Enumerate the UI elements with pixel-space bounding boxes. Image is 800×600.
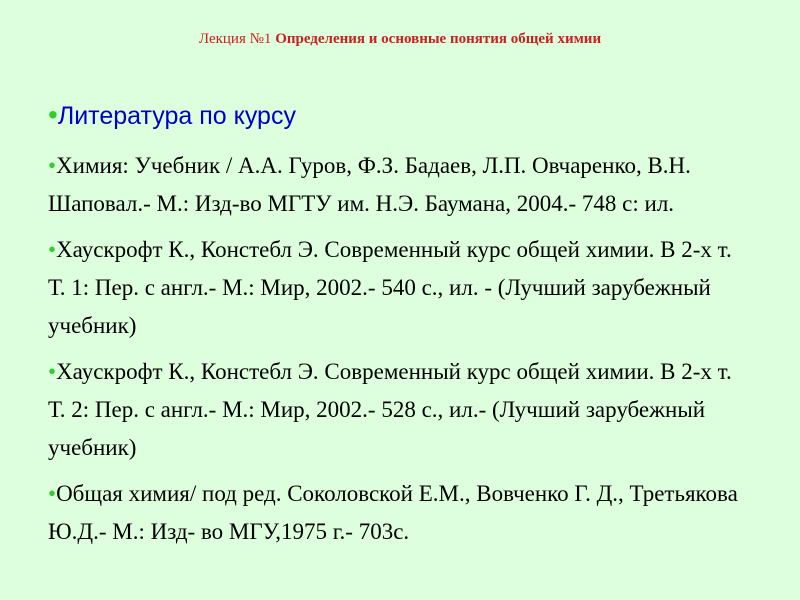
- bullet-icon: •: [48, 153, 57, 178]
- reference-text: Хаускрофт К., Констебл Э. Современный курс общей химии. В 2-х т. Т. 2: Пер. с англ.- М.: Мир, 2002.- 528 с., ил.- (Лучший зарубежный учебник): [48, 359, 732, 460]
- reference-text: Химия: Учебник / А.А. Гуров, Ф.З. Бадаев, Л.П. Овчаренко, В.Н. Шаповал.- М.: Изд-во МГТУ им. Н.Э. Баумана, 2004.- 748 с: ил.: [48, 153, 691, 216]
- bullet-icon: •: [48, 237, 57, 262]
- section-heading: [48, 98, 748, 133]
- lecture-number: Лекция №1: [198, 31, 272, 47]
- lecture-topic: Определения и основные понятия общей химии: [275, 31, 602, 47]
- reference-text: Хаускрофт К., Констебл Э. Современный курс общей химии. В 2-х т. Т. 1: Пер. с англ.- М.: Мир, 2002.- 540 с., ил. - (Лучший зарубежный учебник): [48, 237, 732, 338]
- reference-item: [48, 475, 748, 551]
- reference-item: [48, 353, 748, 467]
- reference-text: Общая химия/ под ред. Соколовской Е.М., Вовченко Г. Д., Третьякова Ю.Д.- М.: Изд- во МГУ,1975 г.- 703с.: [48, 481, 738, 544]
- bullet-icon: •: [48, 481, 57, 506]
- bullet-icon: •: [48, 99, 58, 130]
- reference-item: [48, 147, 748, 223]
- bullet-list: [48, 98, 748, 559]
- lecture-title: [0, 31, 800, 48]
- reference-item: [48, 231, 748, 345]
- section-heading-text: Литература по курсу: [57, 102, 296, 130]
- bullet-icon: •: [48, 359, 57, 384]
